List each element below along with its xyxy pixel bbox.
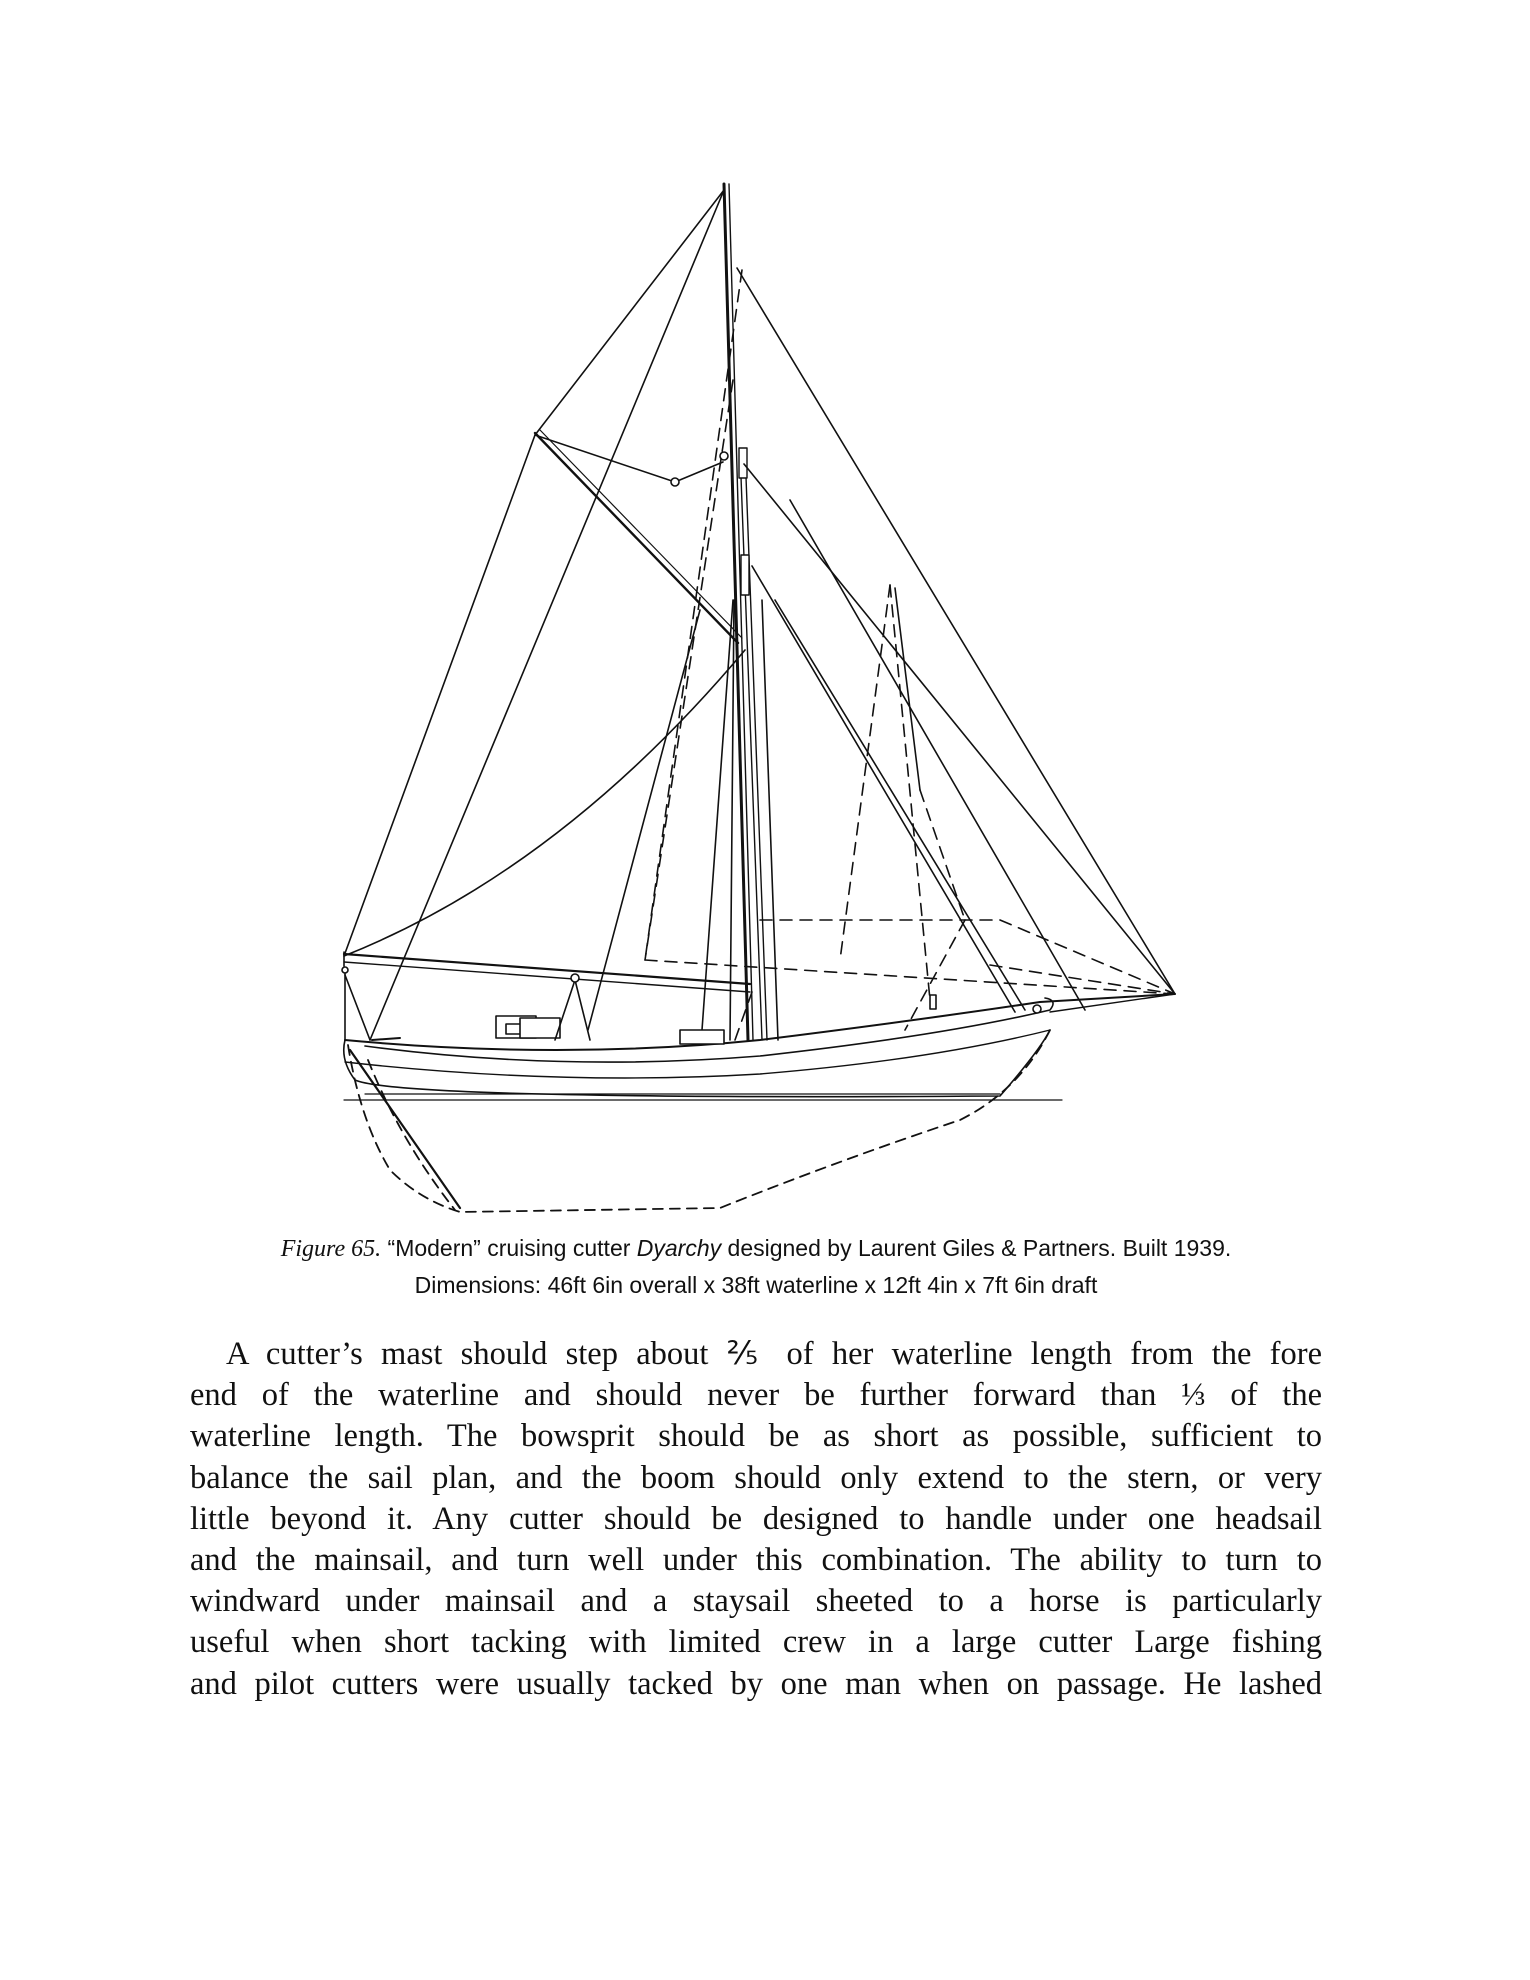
vessel-name: Dyarchy — [636, 1235, 722, 1261]
mainsail — [344, 435, 745, 956]
body-line: useful when short tacking with limited crew in a large cutter Large fishing — [190, 1624, 1322, 1661]
body-line: balance the sail plan, and the boom should only extend to the stern, or very — [190, 1459, 1322, 1496]
figure-number: Figure 65. — [280, 1236, 382, 1262]
body-line: waterline length. The bowsprit should be as short as possible, sufficient to — [190, 1418, 1322, 1455]
body-line: and pilot cutters were usually tacked by one man when on passage. He lashed — [190, 1665, 1322, 1702]
body-line: and the mainsail, and turn well under this combination. The ability to turn to — [190, 1542, 1322, 1579]
caption-text-pre: “Modern” cruising cutter — [381, 1235, 637, 1261]
body-line: end of the waterline and should never be further forward than ⅓ of the — [190, 1377, 1322, 1414]
body-line: little beyond it. Any cutter should be designed to handle under one headsail — [190, 1500, 1322, 1537]
caption-text-post: designed by Laurent Giles & Partners. Built 1939. — [721, 1235, 1232, 1261]
body-paragraph — [190, 1334, 1322, 1705]
dashed-sails — [645, 270, 1175, 1040]
topsail — [370, 190, 728, 1040]
caption-dimensions: Dimensions: 46ft 6in overall x 38ft waterline x 12ft 4in x 7ft 6in draft — [414, 1272, 1098, 1298]
caption-line-1 — [190, 1230, 1322, 1267]
gaff — [535, 430, 742, 643]
body-line: A cutter’s mast should step about ⅖ of her waterline length from the fore — [226, 1336, 1322, 1372]
figure-caption — [190, 1230, 1322, 1303]
underwater-profile — [348, 1030, 1050, 1212]
body-line: windward under mainsail and a staysail sheeted to a horse is particularly — [190, 1583, 1322, 1620]
